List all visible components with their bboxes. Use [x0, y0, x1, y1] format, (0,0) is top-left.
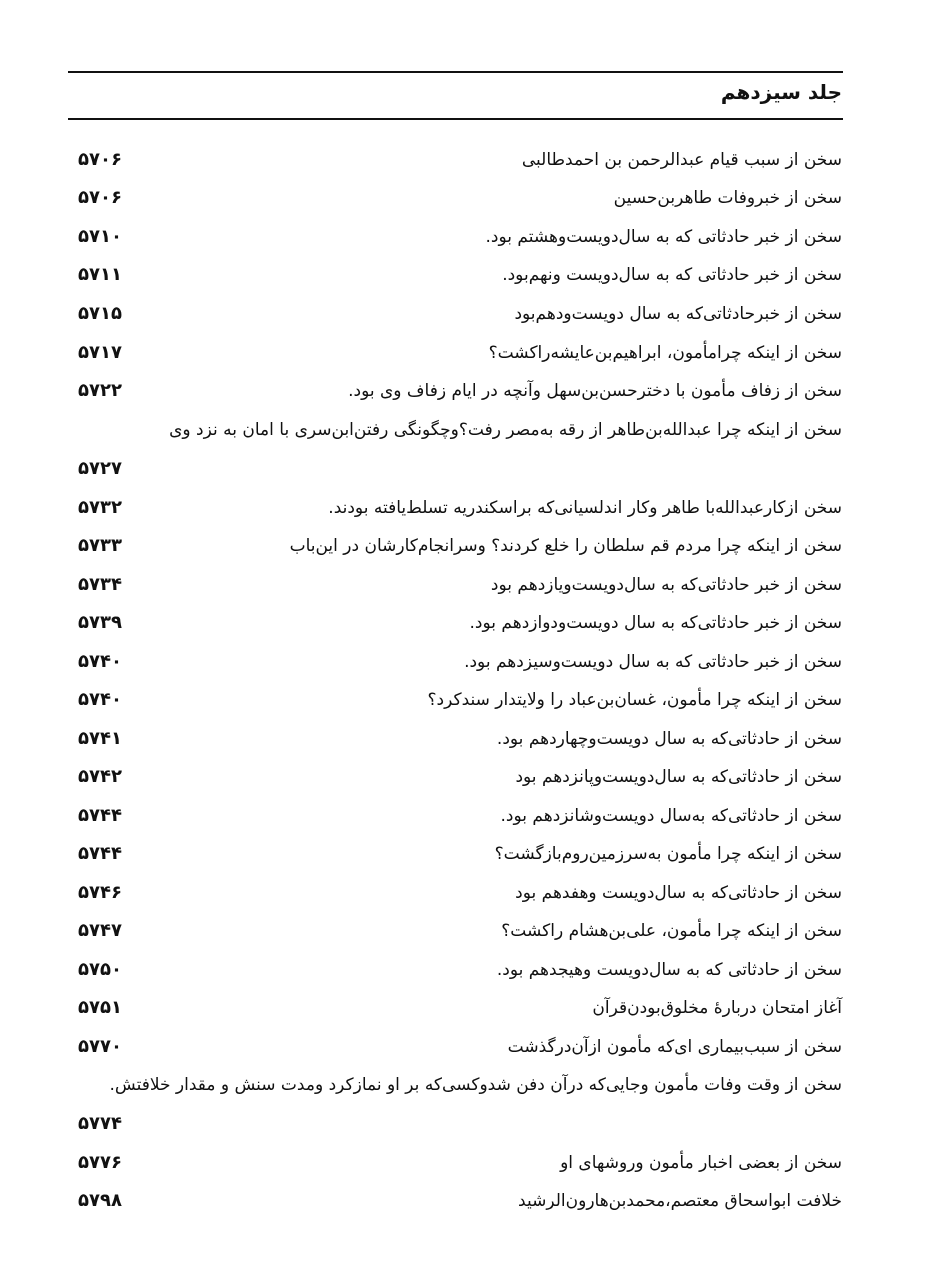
- toc-entry-title: سخن از اینکه چرا مأمون به‌سرزمین‌روم‌بازگشت؟: [494, 844, 842, 864]
- toc-entry-title: سخن از بعضی اخبار مأمون وروشهای او: [560, 1153, 842, 1173]
- toc-entry-title: سخن از سبب قیام عبدالرحمن بن احمدطالبی: [521, 150, 842, 170]
- toc-entry-page: ۵۷۲۷: [78, 458, 122, 479]
- toc-entry-title: سخن از خبر حادثاتی‌که به سال‌دویست‌ویازدهم بود: [490, 575, 842, 595]
- toc-entry-page: ۵۷۲۲: [78, 380, 122, 401]
- toc-entry-title: سخن از حادثاتی که به سال‌دویست وهیجدهم بود.: [496, 960, 842, 980]
- toc-entry-title: سخن از اینکه چرا مأمون، علی‌بن‌هشام راکشت؟: [501, 921, 842, 941]
- toc-entry-title: سخن از وقت وفات مأمون وجایی‌که درآن دفن شدوکسی‌که بر او نمازکرد ومدت سنش و مقدار خلافتش.: [109, 1075, 842, 1095]
- toc-entry-page: ۵۷۴۰: [78, 651, 122, 672]
- toc-entry-page: ۵۷۱۷: [78, 342, 122, 363]
- toc-entry-page: ۵۷۳۹: [78, 612, 122, 633]
- toc-entry-page: ۵۷۳۲: [78, 497, 122, 518]
- toc-entry-title: سخن از حادثاتی‌که به‌سال دویست‌وشانزدهم بود.: [500, 806, 842, 826]
- toc-entry-title: سخن از خبر حادثاتی که به سال دویست‌وسیزدهم بود.: [464, 652, 842, 672]
- toc-entry-title: سخن از خبر حادثاتی که به سال‌دویست‌وهشتم بود.: [485, 227, 842, 247]
- toc-entry-page: ۵۷۴۴: [78, 805, 122, 826]
- toc-entry-title: سخن از اینکه چرا مأمون، غسان‌بن‌عباد را ولایتدار سندکرد؟: [427, 690, 842, 710]
- toc-entry-title: سخن از خبر حادثاتی‌که به سال دویست‌ودوازدهم بود.: [469, 613, 842, 633]
- toc-entry-page: ۵۷۴۷: [78, 920, 122, 941]
- toc-entry-page: ۵۷۳۳: [78, 535, 122, 556]
- toc-entry-title: سخن از حادثاتی‌که به سال‌دویست‌وپانزدهم بود: [515, 767, 842, 787]
- toc-entry-page: ۵۷۱۰: [78, 226, 122, 247]
- toc-entry-title: سخن از اینکه چرا عبدالله‌بن‌طاهر از رقه به‌مصر رفت؟وچگونگی رفتن‌ابن‌سری با امان به نزد وی: [169, 420, 842, 440]
- toc-entry-title: خلافت ابواسحاق معتصم،محمدبن‌هارون‌الرشید: [518, 1191, 842, 1211]
- toc-entry-title: سخن ازکارعبدالله‌با طاهر وکار اندلسیانی‌که براسکندریه تسلط‌یافته بودند.: [328, 498, 842, 518]
- toc-entry-page: ۵۷۹۸: [78, 1190, 122, 1211]
- toc-entry-page: ۵۷۴۶: [78, 882, 122, 903]
- toc-entry-title: سخن از خبرحادثاتی‌که به سال دویست‌ودهم‌بود: [514, 304, 842, 324]
- toc-entry-page: ۵۷۷۴: [78, 1113, 122, 1134]
- toc-entry-title: سخن از حادثاتی‌که به سال دویست‌وچهاردهم بود.: [496, 729, 842, 749]
- toc-entry-page: ۵۷۵۰: [78, 959, 122, 980]
- toc-entry-title: سخن از سبب‌بیماری ای‌که مأمون ازآن‌درگذشت: [507, 1037, 842, 1057]
- toc-entry-title: سخن از حادثاتی‌که به سال‌دویست وهفدهم بود: [515, 883, 842, 903]
- toc-entry-page: ۵۷۰۶: [78, 149, 122, 170]
- toc-entry-title: سخن از زفاف مأمون با دخترحسن‌بن‌سهل وآنچه در ایام زفاف وی بود.: [348, 381, 842, 401]
- toc-entry-page: ۵۷۴۲: [78, 766, 122, 787]
- toc-entry-title: سخن از خبر حادثاتی که به سال‌دویست ونهم‌بود.: [502, 265, 842, 285]
- toc-entry-page: ۵۷۷۰: [78, 1036, 122, 1057]
- toc-entry-title: سخن از خبروفات طاهربن‌حسین: [613, 188, 842, 208]
- toc-entry-title: سخن از اینکه چرا مردم قم سلطان را خلع کردند؟ وسرانجام‌کارشان در این‌باب: [289, 536, 842, 556]
- toc-entry-page: ۵۷۷۶: [78, 1152, 122, 1173]
- toc-entry-page: ۵۷۰۶: [78, 187, 122, 208]
- toc-entry-title: سخن از اینکه چرامأمون، ابراهیم‌بن‌عایشه‌راکشت؟: [488, 343, 842, 363]
- running-header: جلد سیزدهم: [720, 80, 842, 104]
- toc-entry-page: ۵۷۳۴: [78, 574, 122, 595]
- toc-entry-page: ۵۷۴۰: [78, 689, 122, 710]
- toc-entry-title: آغاز امتحان دربارهٔ مخلوق‌بودن‌قرآن: [592, 998, 842, 1018]
- toc-entry-page: ۵۷۴۴: [78, 843, 122, 864]
- toc-entry-page: ۵۷۱۱: [78, 264, 122, 285]
- toc-entry-page: ۵۷۴۱: [78, 728, 122, 749]
- toc-entry-page: ۵۷۱۵: [78, 303, 122, 324]
- toc-entry-page: ۵۷۵۱: [78, 997, 122, 1018]
